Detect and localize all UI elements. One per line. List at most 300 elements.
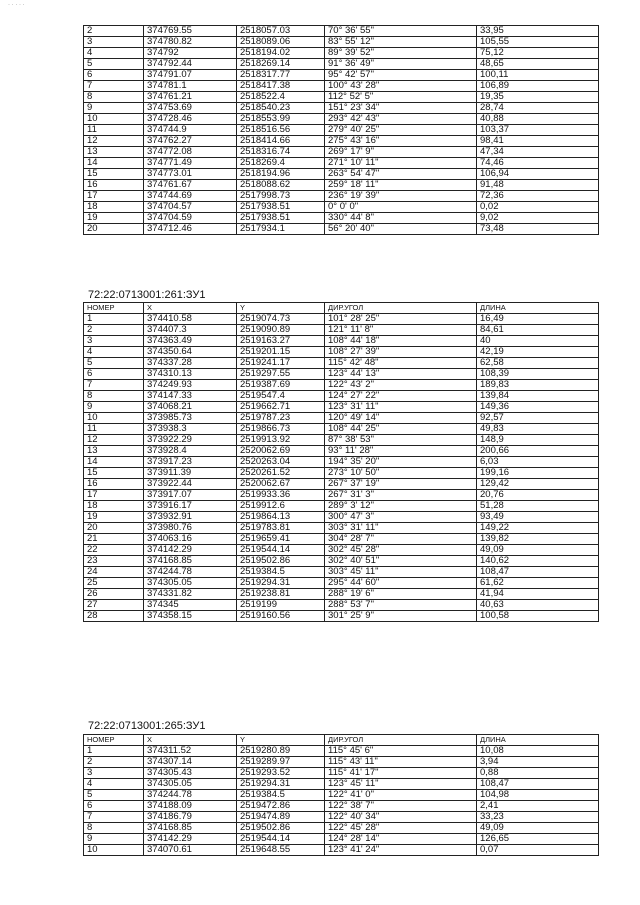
number-cell: 19: [84, 512, 144, 523]
table-row: [84, 358, 599, 369]
length-cell: 48,65: [477, 59, 599, 70]
table-row: [84, 191, 599, 202]
number-cell: 2: [84, 757, 144, 768]
x-cell: 374311.52: [144, 746, 237, 757]
angle-cell: 279° 40' 25": [325, 125, 477, 136]
angle-cell: 303° 45' 11": [325, 567, 477, 578]
number-cell: 18: [84, 501, 144, 512]
length-cell: 126,65: [477, 834, 599, 845]
angle-cell: 288° 19' 6": [325, 589, 477, 600]
x-cell: 374771.49: [144, 158, 237, 169]
length-cell: 40,63: [477, 600, 599, 611]
table-row: [84, 567, 599, 578]
angle-cell: 271° 10' 11": [325, 158, 477, 169]
angle-cell: 288° 53' 7": [325, 600, 477, 611]
x-cell: 374358.15: [144, 611, 237, 622]
number-cell: 3: [84, 336, 144, 347]
table-body: [84, 26, 599, 235]
angle-cell: 301° 25' 9": [325, 611, 477, 622]
number-cell: 5: [84, 59, 144, 70]
angle-cell: 120° 49' 14": [325, 413, 477, 424]
y-cell: 2520062.69: [237, 446, 325, 457]
length-cell: 129,42: [477, 479, 599, 490]
table-row: [84, 446, 599, 457]
number-cell: 12: [84, 136, 144, 147]
number-cell: 20: [84, 224, 144, 235]
angle-cell: 295° 44' 60": [325, 578, 477, 589]
y-cell: 2519933.36: [237, 490, 325, 501]
y-cell: 2519544.14: [237, 834, 325, 845]
x-cell: 374310.13: [144, 369, 237, 380]
table-row: [84, 314, 599, 325]
table-row: [84, 391, 599, 402]
y-cell: 2519502.86: [237, 823, 325, 834]
length-cell: 0,02: [477, 202, 599, 213]
angle-cell: 236° 19' 39": [325, 191, 477, 202]
number-cell: 7: [84, 81, 144, 92]
length-cell: 100,11: [477, 70, 599, 81]
table-row: [84, 347, 599, 358]
table-body: [84, 314, 599, 622]
y-cell: 2519913.92: [237, 435, 325, 446]
table-row: [84, 556, 599, 567]
number-cell: 25: [84, 578, 144, 589]
length-cell: 104,98: [477, 790, 599, 801]
length-cell: 49,09: [477, 545, 599, 556]
y-cell: 2518540.23: [237, 103, 325, 114]
angle-cell: 124° 27' 22": [325, 391, 477, 402]
y-cell: 2517938.51: [237, 213, 325, 224]
y-cell: 2519294.31: [237, 779, 325, 790]
table-row: [84, 779, 599, 790]
length-cell: 49,09: [477, 823, 599, 834]
number-cell: 14: [84, 158, 144, 169]
table-row: [84, 534, 599, 545]
number-cell: 6: [84, 369, 144, 380]
column-header-number: НОМЕР: [84, 735, 144, 746]
angle-cell: 122° 38' 7": [325, 801, 477, 812]
column-header-x: X: [144, 303, 237, 314]
angle-cell: 123° 45' 11": [325, 779, 477, 790]
x-cell: 374791.07: [144, 70, 237, 81]
y-cell: 2518269.14: [237, 59, 325, 70]
length-cell: 148,9: [477, 435, 599, 446]
angle-cell: 0° 0' 0": [325, 202, 477, 213]
y-cell: 2519547.4: [237, 391, 325, 402]
column-header-angle: ДИР.УГОЛ: [325, 735, 477, 746]
x-cell: 374188.09: [144, 801, 237, 812]
angle-cell: 269° 17' 9": [325, 147, 477, 158]
y-cell: 2518089.06: [237, 37, 325, 48]
number-cell: 27: [84, 600, 144, 611]
angle-cell: 83° 55' 12": [325, 37, 477, 48]
angle-cell: 123° 41' 24": [325, 845, 477, 856]
x-cell: 374761.67: [144, 180, 237, 191]
y-cell: 2519280.89: [237, 746, 325, 757]
table-row: [84, 224, 599, 235]
number-cell: 17: [84, 490, 144, 501]
number-cell: 13: [84, 147, 144, 158]
x-cell: 374769.55: [144, 26, 237, 37]
table-row: [84, 545, 599, 556]
table-row: [84, 589, 599, 600]
table-row: [84, 512, 599, 523]
angle-cell: 123° 31' 11": [325, 402, 477, 413]
y-cell: 2519297.55: [237, 369, 325, 380]
length-cell: 149,36: [477, 402, 599, 413]
angle-cell: 87° 38' 53": [325, 435, 477, 446]
y-cell: 2519163.27: [237, 336, 325, 347]
number-cell: 7: [84, 812, 144, 823]
length-cell: 62,58: [477, 358, 599, 369]
length-cell: 108,47: [477, 567, 599, 578]
number-cell: 6: [84, 70, 144, 81]
x-cell: 374780.82: [144, 37, 237, 48]
x-cell: 374363.49: [144, 336, 237, 347]
length-cell: 9,02: [477, 213, 599, 224]
angle-cell: 93° 11' 28": [325, 446, 477, 457]
x-cell: 373928.4: [144, 446, 237, 457]
length-cell: 3,94: [477, 757, 599, 768]
x-cell: 374068.21: [144, 402, 237, 413]
angle-cell: 123° 44' 13": [325, 369, 477, 380]
angle-cell: 267° 31' 3": [325, 490, 477, 501]
y-cell: 2519384.5: [237, 567, 325, 578]
length-cell: 61,62: [477, 578, 599, 589]
table-row: [84, 369, 599, 380]
x-cell: 374773.01: [144, 169, 237, 180]
number-cell: 8: [84, 823, 144, 834]
number-cell: 2: [84, 26, 144, 37]
length-cell: 51,28: [477, 501, 599, 512]
coordinates-table-2: [83, 302, 599, 622]
angle-cell: 91° 36' 49": [325, 59, 477, 70]
length-cell: 91,48: [477, 180, 599, 191]
length-cell: 16,49: [477, 314, 599, 325]
angle-cell: 108° 27' 39": [325, 347, 477, 358]
y-cell: 2518194.02: [237, 48, 325, 59]
length-cell: 139,84: [477, 391, 599, 402]
y-cell: 2519199: [237, 600, 325, 611]
x-cell: 374781.1: [144, 81, 237, 92]
table-row: [84, 37, 599, 48]
table-row: [84, 801, 599, 812]
x-cell: 374762.27: [144, 136, 237, 147]
table-row: [84, 611, 599, 622]
x-cell: 374147.33: [144, 391, 237, 402]
number-cell: 13: [84, 446, 144, 457]
x-cell: 373917.07: [144, 490, 237, 501]
y-cell: 2519384.5: [237, 790, 325, 801]
table-row: [84, 424, 599, 435]
table-row: [84, 600, 599, 611]
x-cell: 374772.08: [144, 147, 237, 158]
length-cell: 108,47: [477, 779, 599, 790]
x-cell: 373985.73: [144, 413, 237, 424]
table-row: [84, 768, 599, 779]
number-cell: 17: [84, 191, 144, 202]
length-cell: 2,41: [477, 801, 599, 812]
y-cell: 2519502.86: [237, 556, 325, 567]
y-cell: 2519662.71: [237, 402, 325, 413]
angle-cell: 151° 23' 34": [325, 103, 477, 114]
angle-cell: 267° 37' 19": [325, 479, 477, 490]
length-cell: 0,07: [477, 845, 599, 856]
x-cell: 373917.23: [144, 457, 237, 468]
y-cell: 2519293.52: [237, 768, 325, 779]
length-cell: 10,08: [477, 746, 599, 757]
angle-cell: 263° 54' 47": [325, 169, 477, 180]
angle-cell: 293° 42' 43": [325, 114, 477, 125]
length-cell: 6,03: [477, 457, 599, 468]
table-row: [84, 790, 599, 801]
y-cell: 2517934.1: [237, 224, 325, 235]
column-header-y: Y: [237, 735, 325, 746]
x-cell: 373911.39: [144, 468, 237, 479]
y-cell: 2519238.81: [237, 589, 325, 600]
table-row: [84, 490, 599, 501]
y-cell: 2519160.56: [237, 611, 325, 622]
length-cell: 0,88: [477, 768, 599, 779]
number-cell: 23: [84, 556, 144, 567]
x-cell: 374305.05: [144, 779, 237, 790]
y-cell: 2519201.15: [237, 347, 325, 358]
table-row: [84, 845, 599, 856]
header-row: [84, 735, 599, 746]
x-cell: 374186.79: [144, 812, 237, 823]
y-cell: 2519472.86: [237, 801, 325, 812]
number-cell: 15: [84, 169, 144, 180]
length-cell: 19,35: [477, 92, 599, 103]
number-cell: 5: [84, 790, 144, 801]
number-cell: 11: [84, 424, 144, 435]
length-cell: 105,55: [477, 37, 599, 48]
table-row: [84, 823, 599, 834]
y-cell: 2519783.81: [237, 523, 325, 534]
length-cell: 72,36: [477, 191, 599, 202]
y-cell: 2519544.14: [237, 545, 325, 556]
y-cell: 2519912.6: [237, 501, 325, 512]
angle-cell: 108° 44' 25": [325, 424, 477, 435]
length-cell: 149,22: [477, 523, 599, 534]
table-row: [84, 125, 599, 136]
length-cell: 42,19: [477, 347, 599, 358]
angle-cell: 273° 10' 50": [325, 468, 477, 479]
number-cell: 9: [84, 402, 144, 413]
number-cell: 18: [84, 202, 144, 213]
table-row: [84, 92, 599, 103]
x-cell: 374410.58: [144, 314, 237, 325]
x-cell: 374331.82: [144, 589, 237, 600]
length-cell: 75,12: [477, 48, 599, 59]
x-cell: 373932.91: [144, 512, 237, 523]
number-cell: 5: [84, 358, 144, 369]
number-cell: 8: [84, 391, 144, 402]
angle-cell: 194° 35' 20": [325, 457, 477, 468]
table-row: [84, 479, 599, 490]
parcel-caption-265: 72:22:0713001:265:ЗУ1: [88, 720, 206, 732]
angle-cell: 56° 20' 40": [325, 224, 477, 235]
x-cell: 374345: [144, 600, 237, 611]
table-row: [84, 746, 599, 757]
number-cell: 21: [84, 534, 144, 545]
x-cell: 374305.05: [144, 578, 237, 589]
x-cell: 374244.78: [144, 567, 237, 578]
table-body: [84, 746, 599, 856]
parcel-caption-261: 72:22:0713001:261:ЗУ1: [88, 289, 206, 301]
x-cell: 374792.44: [144, 59, 237, 70]
y-cell: 2519294.31: [237, 578, 325, 589]
table-row: [84, 103, 599, 114]
coordinates-table-1: [83, 25, 599, 235]
angle-cell: 115° 41' 17": [325, 768, 477, 779]
coordinates-table-3: [83, 734, 599, 856]
table-row: [84, 336, 599, 347]
x-cell: 374244.78: [144, 790, 237, 801]
length-cell: 20,76: [477, 490, 599, 501]
x-cell: 374712.46: [144, 224, 237, 235]
angle-cell: 121° 11' 8": [325, 325, 477, 336]
x-cell: 374142.29: [144, 545, 237, 556]
table-row: [84, 136, 599, 147]
number-cell: 20: [84, 523, 144, 534]
angle-cell: 101° 28' 25": [325, 314, 477, 325]
angle-cell: 95° 42' 57": [325, 70, 477, 81]
number-cell: 15: [84, 468, 144, 479]
x-cell: 374407.3: [144, 325, 237, 336]
angle-cell: 302° 40' 51": [325, 556, 477, 567]
x-cell: 374350.64: [144, 347, 237, 358]
number-cell: 12: [84, 435, 144, 446]
number-cell: 10: [84, 413, 144, 424]
angle-cell: 304° 28' 7": [325, 534, 477, 545]
number-cell: 2: [84, 325, 144, 336]
y-cell: 2518316.74: [237, 147, 325, 158]
column-header-length: ДЛИНА: [477, 735, 599, 746]
table-row: [84, 757, 599, 768]
x-cell: 374305.43: [144, 768, 237, 779]
length-cell: 33,95: [477, 26, 599, 37]
length-cell: 47,34: [477, 147, 599, 158]
length-cell: 33,23: [477, 812, 599, 823]
y-cell: 2517938.51: [237, 202, 325, 213]
column-header-angle: ДИР.УГОЛ: [325, 303, 477, 314]
table-row: [84, 501, 599, 512]
angle-cell: 122° 41' 0": [325, 790, 477, 801]
number-cell: 22: [84, 545, 144, 556]
length-cell: 200,66: [477, 446, 599, 457]
angle-cell: 330° 44' 8": [325, 213, 477, 224]
number-cell: 24: [84, 567, 144, 578]
y-cell: 2518516.56: [237, 125, 325, 136]
table-row: [84, 70, 599, 81]
number-cell: 14: [84, 457, 144, 468]
length-cell: 98,41: [477, 136, 599, 147]
number-cell: 3: [84, 37, 144, 48]
number-cell: 9: [84, 103, 144, 114]
y-cell: 2518414.66: [237, 136, 325, 147]
number-cell: 28: [84, 611, 144, 622]
length-cell: 189,83: [477, 380, 599, 391]
length-cell: 100,58: [477, 611, 599, 622]
length-cell: 103,37: [477, 125, 599, 136]
length-cell: 41,94: [477, 589, 599, 600]
y-cell: 2519864.13: [237, 512, 325, 523]
angle-cell: 112° 52' 5": [325, 92, 477, 103]
number-cell: 3: [84, 768, 144, 779]
table-row: [84, 81, 599, 92]
length-cell: 49,83: [477, 424, 599, 435]
x-cell: 374168.85: [144, 556, 237, 567]
table-row: [84, 158, 599, 169]
number-cell: 8: [84, 92, 144, 103]
angle-cell: 124° 28' 14": [325, 834, 477, 845]
angle-cell: 302° 45' 28": [325, 545, 477, 556]
length-cell: 92,57: [477, 413, 599, 424]
number-cell: 7: [84, 380, 144, 391]
number-cell: 11: [84, 125, 144, 136]
angle-cell: 115° 43' 11": [325, 757, 477, 768]
number-cell: 16: [84, 180, 144, 191]
length-cell: 93,49: [477, 512, 599, 523]
y-cell: 2518522.4: [237, 92, 325, 103]
y-cell: 2518553.99: [237, 114, 325, 125]
column-header-y: Y: [237, 303, 325, 314]
angle-cell: 100° 43' 28": [325, 81, 477, 92]
y-cell: 2518317.77: [237, 70, 325, 81]
x-cell: 374168.85: [144, 823, 237, 834]
table-row: [84, 59, 599, 70]
y-cell: 2517998.73: [237, 191, 325, 202]
x-cell: 374792: [144, 48, 237, 59]
corner-mark: · · · · ·: [8, 2, 25, 8]
table-row: [84, 468, 599, 479]
y-cell: 2520263.04: [237, 457, 325, 468]
number-cell: 19: [84, 213, 144, 224]
x-cell: 374744.9: [144, 125, 237, 136]
angle-cell: 122° 45' 28": [325, 823, 477, 834]
y-cell: 2519387.69: [237, 380, 325, 391]
x-cell: 373980.76: [144, 523, 237, 534]
table-row: [84, 834, 599, 845]
angle-cell: 122° 43' 2": [325, 380, 477, 391]
length-cell: 139,82: [477, 534, 599, 545]
length-cell: 40,88: [477, 114, 599, 125]
length-cell: 73,48: [477, 224, 599, 235]
y-cell: 2520261.52: [237, 468, 325, 479]
table-row: [84, 457, 599, 468]
y-cell: 2519074.73: [237, 314, 325, 325]
angle-cell: 89° 39' 52": [325, 48, 477, 59]
number-cell: 26: [84, 589, 144, 600]
table-row: [84, 213, 599, 224]
angle-cell: 122° 40' 34": [325, 812, 477, 823]
length-cell: 199,16: [477, 468, 599, 479]
number-cell: 1: [84, 314, 144, 325]
y-cell: 2518194.96: [237, 169, 325, 180]
table-row: [84, 578, 599, 589]
x-cell: 374249.93: [144, 380, 237, 391]
column-header-x: X: [144, 735, 237, 746]
angle-cell: 70° 36' 55": [325, 26, 477, 37]
x-cell: 374704.57: [144, 202, 237, 213]
angle-cell: 303° 31' 11": [325, 523, 477, 534]
number-cell: 6: [84, 801, 144, 812]
table-row: [84, 202, 599, 213]
y-cell: 2519787.23: [237, 413, 325, 424]
y-cell: 2519289.97: [237, 757, 325, 768]
length-cell: 106,89: [477, 81, 599, 92]
